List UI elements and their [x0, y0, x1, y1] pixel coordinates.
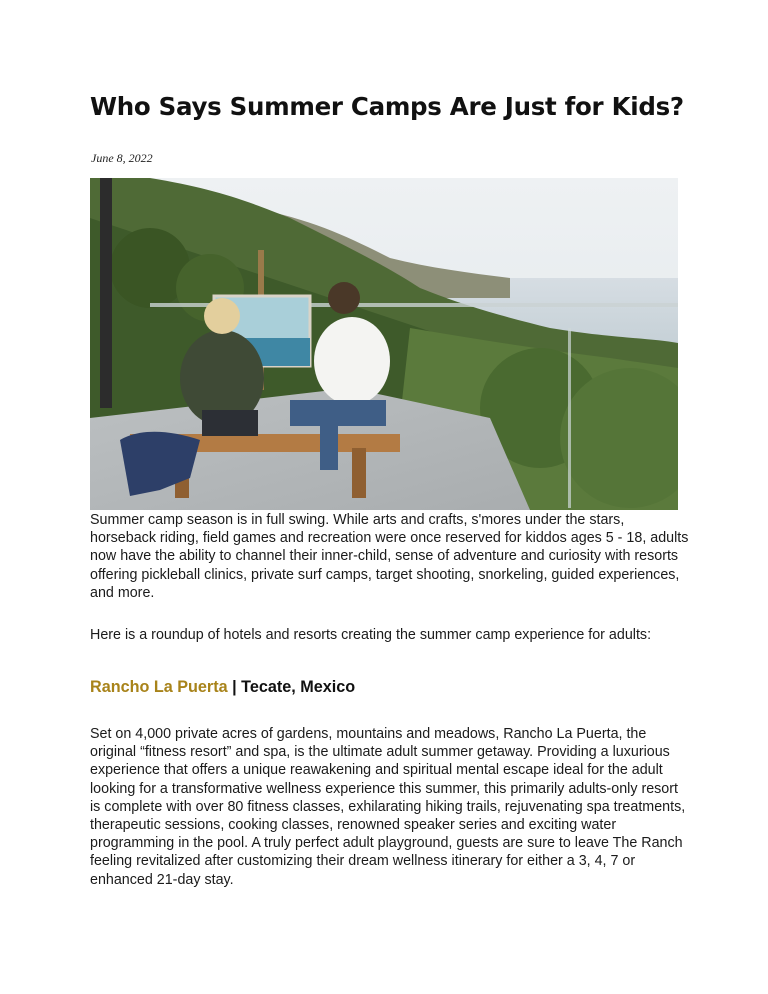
- hero-photo: [90, 178, 678, 510]
- article-title: Who Says Summer Camps Are Just for Kids?: [90, 92, 684, 121]
- section-body: Set on 4,000 private acres of gardens, mountains and meadows, Rancho La Puerta, the original “fitness resort” and spa, is the ultimate adult summer getaway. Providing a luxurious experience that offers a unique reawakening and spiritual mental escape ideal for the adult looking for a transformative wellness experience this summer, this primarily adults-only resort is complete with over 80 fitness classes, exhilarating hiking trails, rejuvenating spa treatments, therapeutic sessions, cooking classes, renowned speaker series and exciting water programming in the pool. A truly perfect adult playground, guests are sure to leave The Ranch feeling revitalized after customizing their dream wellness itinerary for either a 3, 4, 7 or enhanced 21-day stay.: [90, 726, 686, 888]
- heading-separator: |: [227, 678, 242, 696]
- rancho-la-puerta-link[interactable]: Rancho La Puerta: [90, 678, 228, 696]
- intro-paragraph: Summer camp season is in full swing. While arts and crafts, s'mores under the stars, horseback riding, field games and recreation were once reserved for kiddos ages 5 - 18, adults now have the ability to channel their inner-child, sense of adventure and curiosity with resorts offering pickleball clinics, private surf camps, target shooting, snorkeling, guided experiences, and more.: [90, 512, 689, 601]
- section-location: Tecate, Mexico: [241, 678, 356, 696]
- roundup-paragraph: Here is a roundup of hotels and resorts creating the summer camp experience for adults:: [90, 627, 652, 643]
- section-heading: [90, 677, 355, 697]
- publish-date: June 8, 2022: [91, 151, 153, 165]
